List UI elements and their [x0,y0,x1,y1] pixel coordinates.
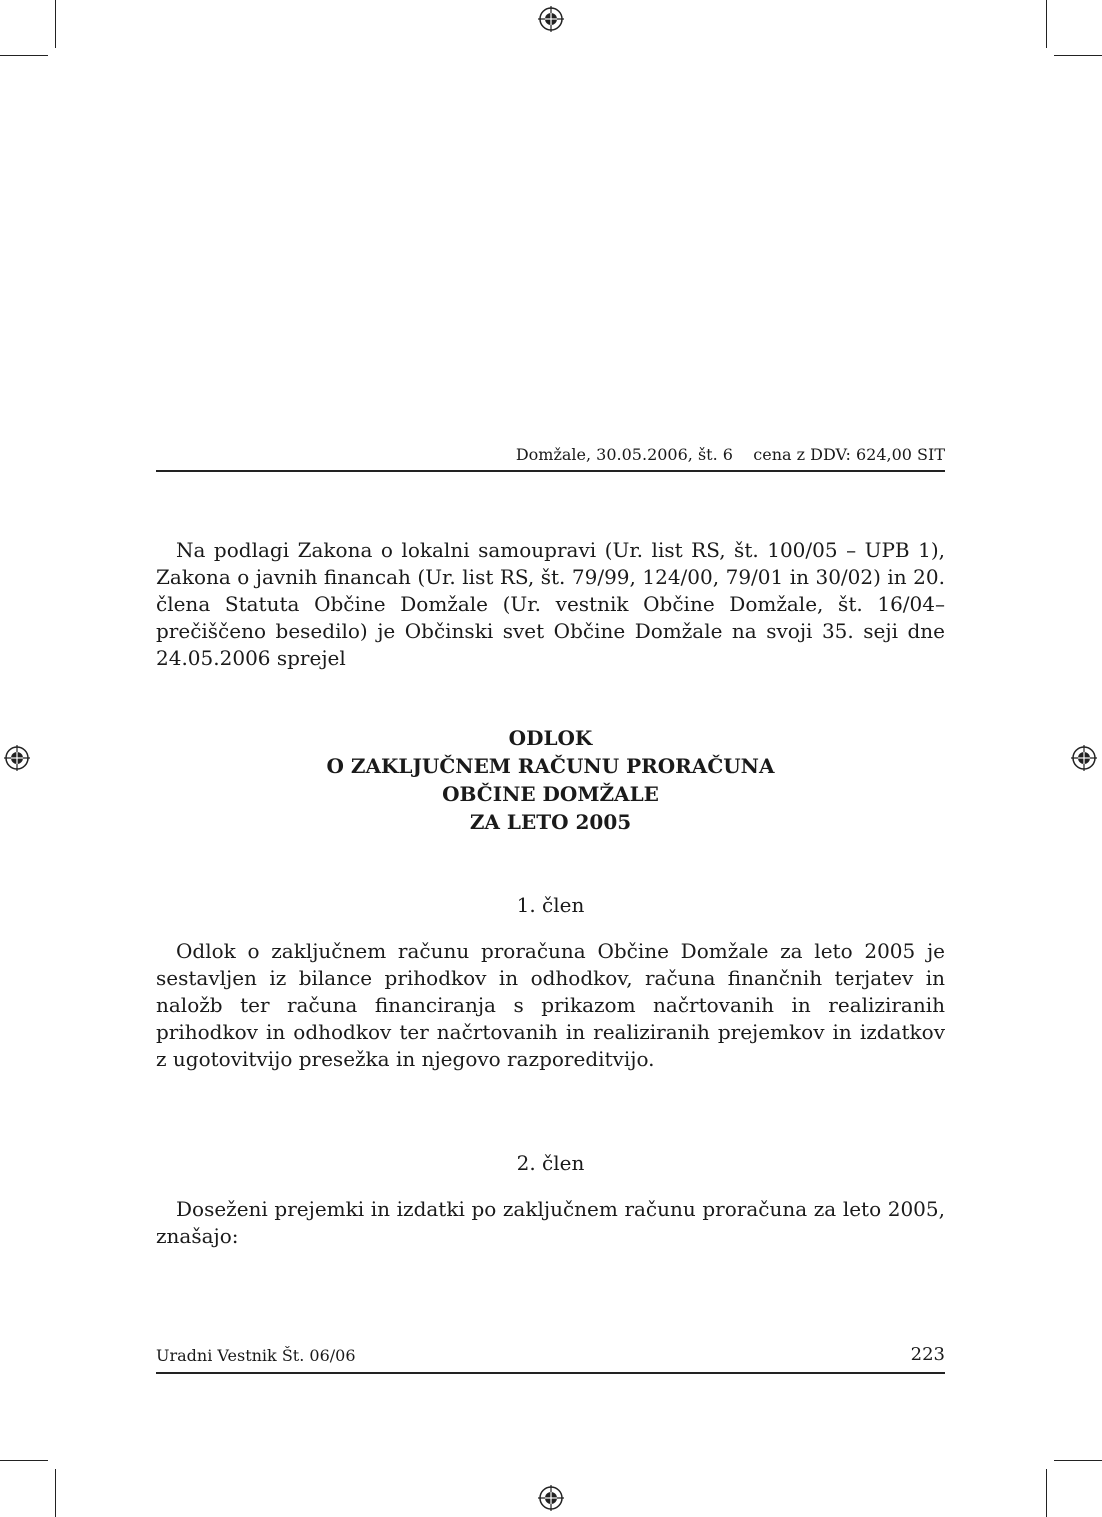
crop-mark [55,1469,56,1517]
registration-mark-icon [4,745,30,771]
registration-mark-icon [538,6,564,32]
header-place-date-issue: Domžale, 30.05.2006, št. 6 [515,445,733,464]
page-number: 223 [910,1344,945,1365]
crop-mark [55,0,56,48]
title-line: OBČINE DOMŽALE [442,782,659,806]
document-title [156,724,945,836]
title-line: ODLOK [508,726,593,750]
article-heading: 1. člen [516,893,585,917]
crop-mark [1046,1469,1047,1517]
crop-mark [1046,0,1047,48]
header-text [516,445,945,464]
crop-mark [1054,55,1102,56]
article-heading: 2. člen [516,1151,585,1175]
preamble-paragraph: Na podlagi Zakona o lokalni samoupravi (Ur. list RS, št. 100/05 – UPB 1), Zakona o javnih financah (Ur. list RS, št. 79/99, 124/00, 79/01 in 30/02) in 20. člena Statuta Občine Domžale (Ur. vestnik Občine Domžale, št. 16/04– prečiščeno besedilo) je Občinski svet Občine Domžale na svoji 35. seji dne 24.05.2006 sprejel [156,538,945,670]
title-line: O ZAKLJUČNEM RAČUNU PRORAČUNA [326,754,775,778]
crop-mark [1054,1460,1102,1461]
registration-mark-icon [1071,745,1097,771]
page-footer [156,1342,945,1374]
crop-mark [0,1460,48,1461]
registration-mark-icon [538,1485,564,1511]
page-header [156,440,945,472]
title-line: ZA LETO 2005 [469,810,632,834]
header-price: cena z DDV: 624,00 SIT [753,445,945,464]
crop-mark [0,55,48,56]
footer-publication: Uradni Vestnik Št. 06/06 [156,1346,356,1365]
article-paragraph: Odlok o zaključnem računu proračuna Občine Domžale za leto 2005 je sestavljen iz bilance prihodkov in odhodkov, računa finančnih terjatev in naložb ter računa financiranja s prikazom načrtovanih in realiziranih prihodkov in odhodkov ter načrtovanih in realiziranih prejemkov in izdatkov z ugotovitvijo presežka in njegovo razporeditvijo. [156,939,945,1071]
article-paragraph: Doseženi prejemki in izdatki po zaključnem računu proračuna za leto 2005, znašajo: [156,1197,945,1248]
